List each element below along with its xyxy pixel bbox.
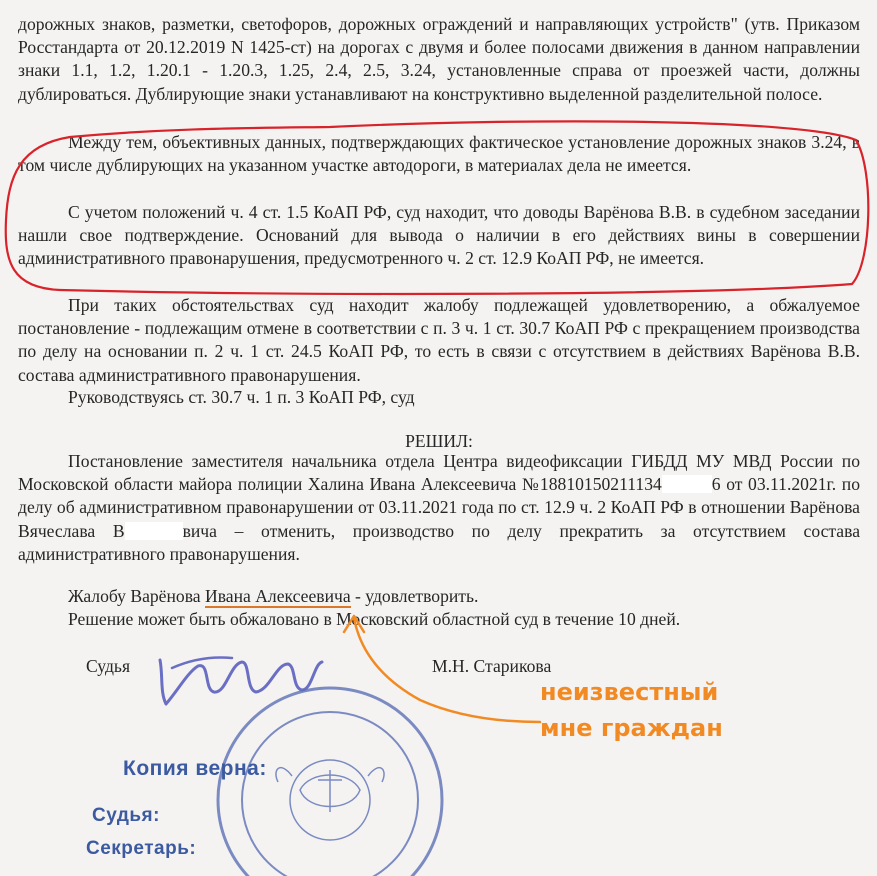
stamp-judge-label: Судья:: [92, 805, 160, 826]
heading-decided: РЕШИЛ:: [405, 431, 473, 451]
annotation-line-2: мне граждан: [540, 714, 723, 742]
paragraph-resolution: [18, 450, 860, 566]
redaction-mask-number: [662, 475, 712, 493]
resolution-part-3: вича – отменить, производство по делу прекратить за отсутствием состава административного правонарушения.: [18, 520, 861, 564]
complaint-prefix: Жалобу Варёнова: [68, 586, 205, 606]
resolution-part-2: 6 от 03.11.2021г. по делу об административном правонарушении от 03.11.2021 года по ст. 12.9 ч. 2 КоАП РФ в отношении Варёнова Вячеслава В: [18, 474, 860, 541]
stamp-copy-certified: Копия верна:: [123, 757, 267, 780]
redaction-mask-patronymic: [125, 522, 183, 540]
paragraph-circumstances: При таких обстоятельствах суд находит жалобу подлежащей удовлетворению, а обжалуемое постановление - подлежащим отмене в соответствии с п. 3 ч. 1 ст. 30.7 КоАП РФ с прекращением производства по делу на основании п. 2 ч. 1 ст. 24.5 КоАП РФ, то есть в связи с отсутствием в действиях Варёнова В.В. состава административного правонарушения.: [18, 295, 860, 385]
paragraph-evidence: Между тем, объективных данных, подтверждающих фактическое установление дорожных знаков 3.24, в том числе дублирующих на указанном участке автодороги, в материалах дела не имеется.: [18, 132, 860, 176]
paragraph-appeal: Решение может быть обжаловано в Московский областной суд в течение 10 дней.: [68, 609, 681, 629]
complaint-highlighted-name: Ивана Алексеевича: [205, 586, 351, 606]
complaint-suffix: - удовлетворить.: [350, 586, 479, 606]
paragraph-intro: дорожных знаков, разметки, светофоров, дорожных ограждений и направляющих устройств" (утв. Приказом Росстандарта от 20.12.2019 N 1425-ст) на дорогах с двумя и более полосами движения в данном направлении знаки 1.1, 1.2, 1.20.1 - 1.20.3, 1.25, 2.4, 2.5, 3.24, установленные справа от проезжей части, должны дублироваться. Дублирующие знаки устанавливают на конструктивно выделенной разделительной полосе.: [18, 14, 860, 104]
annotation-line-1: неизвестный: [540, 678, 719, 706]
stamp-secretary-label: Секретарь:: [86, 838, 197, 859]
judge-label: Судья: [86, 656, 131, 676]
paragraph-guided: Руководствуясь ст. 30.7 ч. 1 п. 3 КоАП РФ, суд: [68, 387, 415, 407]
paragraph-complaint: [18, 585, 860, 608]
judge-name: М.Н. Старикова: [432, 656, 552, 676]
paragraph-court-finds: С учетом положений ч. 4 ст. 1.5 КоАП РФ, суд находит, что доводы Варёнова В.В. в судебном заседании нашли свое подтверждение. Оснований для вывода о наличии в его действиях вины в совершении административного правонарушения, предусмотренного ч. 2 ст. 12.9 КоАП РФ, не имеется.: [18, 202, 860, 269]
resolution-part-1: Постановление заместителя начальника отдела Центра видеофиксации ГИБДД МУ МВД России по Московской области майора полиции Халина Ивана Алексеевича №18810150211134: [18, 451, 860, 495]
